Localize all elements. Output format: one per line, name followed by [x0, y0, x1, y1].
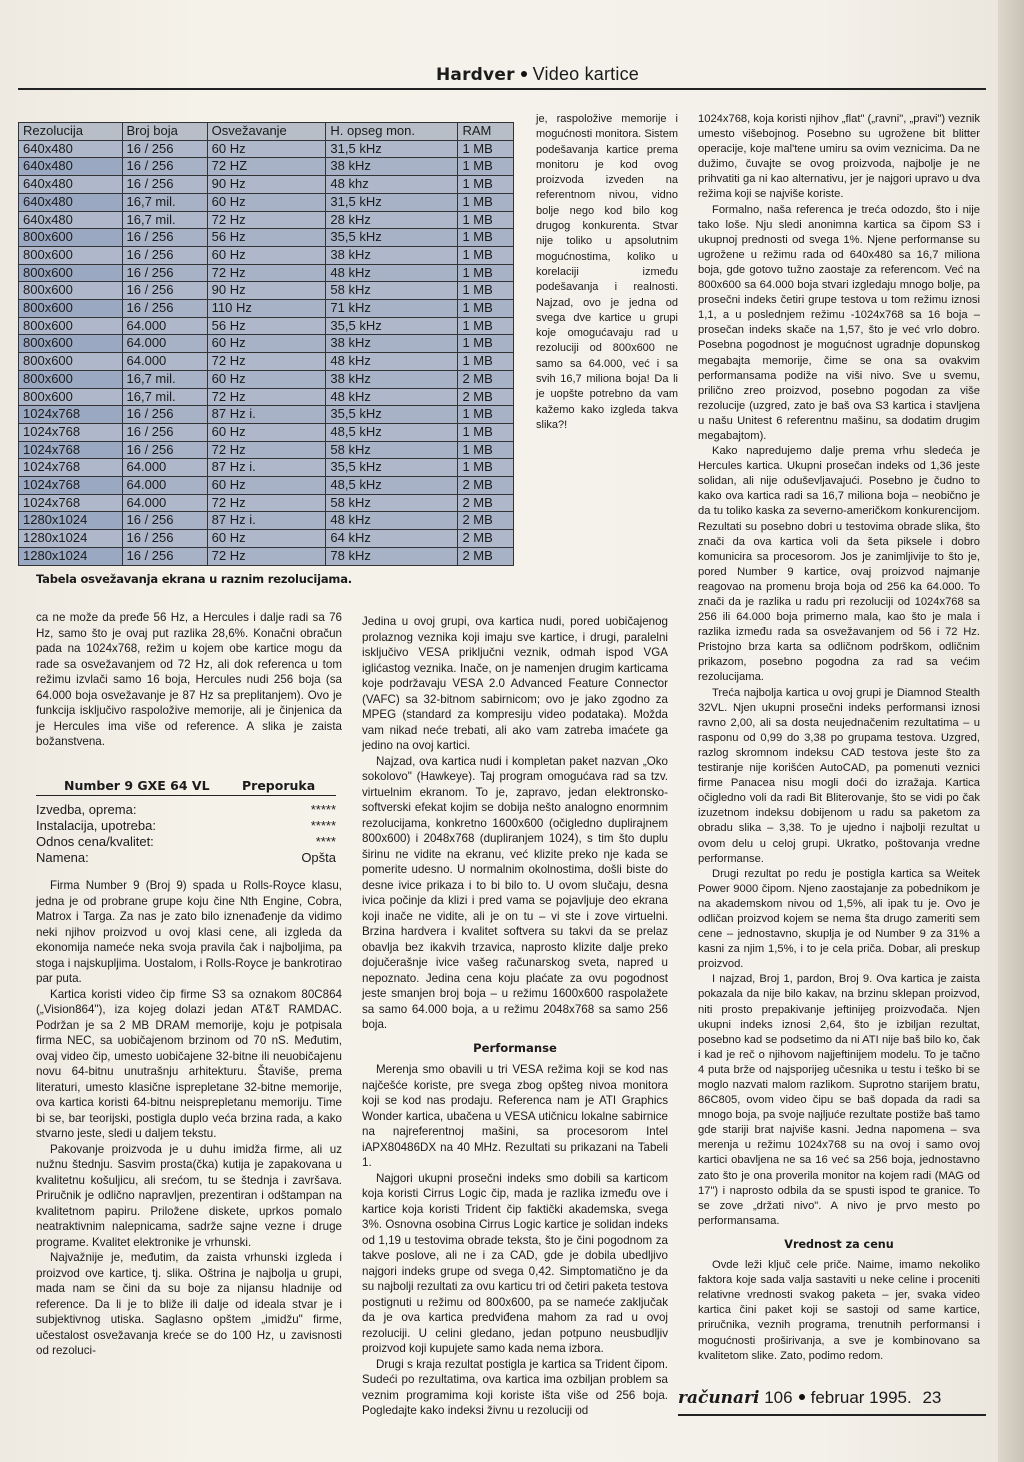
rating-label: Izvedba, oprema:	[36, 802, 137, 817]
table-cell: 800x600	[19, 246, 123, 264]
table-cell: 640x480	[19, 176, 123, 194]
table-cell: 2 MB	[458, 388, 514, 406]
table-cell: 1 MB	[458, 140, 514, 158]
column-header: Osvežavanje	[207, 123, 326, 141]
table-cell: 60 Hz	[207, 246, 326, 264]
table-cell: 640x480	[19, 140, 123, 158]
table-cell: 16 / 256	[122, 300, 207, 318]
paragraph: Najgori ukupni prosečni indeks smo dobili sa karticom koja koristi Cirrus Logic čip, mada je razlika između ove i kartice koja koristi Trident čip faktički akademska, svega 3%. Osnovna osobina Cirrus Logic kartice je solidan indeks od 1,19 u testovima obrade teksta, što je čini pogodnom za takve poslove, ali ne i za CAD, gde je dobila ubedljivo najgori indeks grupe od svega 0,42. Simptomatično je da su najbolji rezultati za ovu karticu tri od četiri paketa testova postignuti u režimu od 800x600, pa se nameće zaključak da je ova kartica predviđena mahom za rad u ovoj rezoluciji. U celini gledano, jedan potpuno neusbudljiv proizvod koji kupujete samo kada nema izbora.	[362, 1171, 668, 1355]
table-cell: 1024x768	[19, 477, 123, 495]
table-cell: 1 MB	[458, 193, 514, 211]
table-cell: 2 MB	[458, 530, 514, 548]
table-cell: 16 / 256	[122, 512, 207, 530]
rating-value: *****	[310, 802, 336, 817]
table-cell: 56 Hz	[207, 317, 326, 335]
table-cell: 16,7 mil.	[122, 211, 207, 229]
table-caption: Tabela osvežavanja ekrana u raznim rezolucijama.	[36, 572, 352, 586]
table-row	[19, 211, 514, 229]
table-cell: 60 Hz	[207, 530, 326, 548]
paragraph: Kako napredujemo dalje prema vrhu sledeća je Hercules kartica. Ukupni prosečan indeks od 1,36 jeste solidan, ali nije oduševljavajući. Posebno je čudno to kako ova kartica radi sa 16,7 miliona boja – neobično je da tu toliko kaska za severno-američkom konkurencijom. Rezultati su posebno dobri u testovima obrade slika, što znači da ova kartica voli da šeta piksele i dobro komunicira sa procesorom. Jos je zanimljivije to što je, pored Number 9 kartice, ovaj proizvod najmanje reagovao na promenu broja boja od 256 ka 64.000. To znači da je razlika u radu pri rezoluciji od 1024x768 sa 256 ili 64.000 boja primerno mala, kao što je mala i razlika između rada sa osvežavanjem od 56 i 72 Hz. Pristojno brza karta sa odličnom podrškom, odličnim prikazom, posebno pogodna za rad sa većim rezolucijama.	[698, 445, 980, 684]
table-cell: 16 / 256	[122, 229, 207, 247]
table-row	[19, 530, 514, 548]
table-cell: 1 MB	[458, 406, 514, 424]
table-cell: 64.000	[122, 317, 207, 335]
table-cell: 1 MB	[458, 441, 514, 459]
table-cell: 800x600	[19, 335, 123, 353]
table-cell: 35,5 kHz	[326, 459, 458, 477]
table-cell: 16,7 mil.	[122, 370, 207, 388]
table-cell: 16 / 256	[122, 423, 207, 441]
table-cell: 35,5 kHz	[326, 406, 458, 424]
running-head	[436, 64, 639, 85]
table-cell: 110 Hz	[207, 300, 326, 318]
table-cell: 800x600	[19, 353, 123, 371]
table-row	[19, 459, 514, 477]
header-rule	[18, 88, 986, 90]
table-cell: 87 Hz i.	[207, 406, 326, 424]
table-cell: 90 Hz	[207, 282, 326, 300]
column-header: Rezolucija	[19, 123, 123, 141]
table-cell: 31,5 kHz	[326, 140, 458, 158]
table-row	[19, 370, 514, 388]
table-row	[19, 176, 514, 194]
table-row	[19, 264, 514, 282]
paragraph: Formalno, naša referenca je treća odozdo, što i nije tako loše. Nju sledi anonimna kartica sa čipom S3 i ukupnoj prednosti od svega 1%. Njene performanse su ugrožene u režimu rada od 640x480 sa 16,7 miliona boja, gde gotovo tužno zaostaje za referencom. Već na 800x600 sa 64.000 boja stvari izgledaju mnogo bolje, pa prosečni indeks četiri grupe testova u tom režimu iznosi 1,1, a u poslednjem režimu -1024x768 sa 16 boja – prosečan indeks skače na 1,57, što je već vrlo dobro. Posebna pogodnost je mogućnost ugradnje dopunskog megabajta memorije, čime se ona sa ovakvim performansama podiže na viši nivo. Sve u svemu, prilično zreo proizvod, posebno pogodan za više rezolucije (uzgred, zato je baš ova S3 kartica i stavljena u našu Unitest 6 referentnu mašinu, sa dodatim drugim megabajtom).	[698, 203, 980, 442]
table-cell: 64.000	[122, 353, 207, 371]
table-cell: 1 MB	[458, 300, 514, 318]
table-cell: 72 Hz	[207, 388, 326, 406]
table-cell: 48,5 kHz	[326, 423, 458, 441]
table-cell: 2 MB	[458, 477, 514, 495]
table-cell: 48 kHz	[326, 353, 458, 371]
table-cell: 2 MB	[458, 547, 514, 565]
table-cell: 48 kHz	[326, 388, 458, 406]
table-row	[19, 353, 514, 371]
table-cell: 16 / 256	[122, 176, 207, 194]
table-row	[19, 441, 514, 459]
col2-body	[362, 614, 668, 1419]
table-row	[19, 423, 514, 441]
paragraph: Pakovanje proizvoda je u duhu imidža firme, ali uz nužnu štednju. Sasvim prosta(čka) kutija je zapakovana u kvalitetnu košuljicu, ali srećom, tu se štednja i završava. Priručnik je odlično napravljen, prezentiran i odštampan na kvalitetnom papiru. Priložene diskete, uprkos pomalo neatraktivnim nalepnicama, sadrže sajne vezne i druge programe. Kvalitet elektronike je vrhunski.	[36, 1142, 342, 1249]
table-cell: 16 / 256	[122, 530, 207, 548]
table-cell: 60 Hz	[207, 140, 326, 158]
table-cell: 58 kHz	[326, 441, 458, 459]
table-cell: 56 Hz	[207, 229, 326, 247]
table-cell: 48 kHz	[326, 264, 458, 282]
table-cell: 16 / 256	[122, 282, 207, 300]
table-cell: 72 Hz	[207, 264, 326, 282]
table-cell: 800x600	[19, 370, 123, 388]
table-row	[19, 547, 514, 565]
table-cell: 60 Hz	[207, 193, 326, 211]
col2-top-narrow	[536, 112, 678, 433]
table-cell: 16,7 mil.	[122, 193, 207, 211]
table-cell: 16 / 256	[122, 441, 207, 459]
paragraph: Kartica koristi video čip firme S3 sa oznakom 80C864 („Vision864"), iza kojeg dolazi jedan AT&T RAMDAC. Podržan je sa 2 MB DRAM memorije, koju je potpisala firma NEC, sa uobičajenom brzinom od 70 nS. Međutim, ovaj video čip, umesto uobičajene 32-bitne ili neuobičajenu novu 64-bitnu unutrašnju arhitekturu. Štaviše, prema literaturi, umesto klasične isprepletane 32-bitne memorije, ova kartica koristi 64-bitnu neisprepletanu memoriju. Time bi se, bar teorijski, postigla duplo veća brzina rada, a kako stvarno jeste, sledi u daljem tekstu.	[36, 987, 342, 1140]
page-number: 23	[922, 1388, 942, 1407]
table-row	[19, 406, 514, 424]
page-footer	[678, 1388, 941, 1408]
table-cell: 800x600	[19, 300, 123, 318]
rating-label: Odnos cena/kvalitet:	[36, 834, 154, 849]
table-cell: 2 MB	[458, 370, 514, 388]
paragraph: Firma Number 9 (Broj 9) spada u Rolls-Royce klasu, jedna je od probrane grupe koju čine Nth Engine, Cobra, Matrox i Targa. Za nas je zato bilo iznenađenje da vidimo neki njihov proizvod u ovoj klasi cene, ali izgleda da ekonomija nameće neka svoja pravila čak i najboljima, pa stoga i najskupljima. Uostalom, i Rolls-Royce je bankrotirao par puta.	[36, 879, 342, 985]
table-cell: 60 Hz	[207, 335, 326, 353]
table-cell: 640x480	[19, 193, 123, 211]
table-row	[19, 494, 514, 512]
table-cell: 60 Hz	[207, 477, 326, 495]
table-header-row	[19, 123, 514, 141]
product-name: Number 9 GXE 64 VL	[64, 778, 210, 793]
page-edge	[998, 0, 1024, 1462]
recommendation-badge: Preporuka	[242, 778, 316, 793]
paragraph: Merenja smo obavili u tri VESA režima koji se kod nas najčešće koriste, pre svega zbog opšteg nivoa monitora koji se kod nas prodaju. Referenca nam je ATI Graphics Wonder kartica, ubačena u VESA utičnicu lokalne sabirnice na najreferentnoj mašini, sa procesorom Intel iAPX80486DX na 40 MHz. Rezultati su prikazani na Tabeli 1.	[362, 1063, 668, 1169]
table-cell: 72 Hz	[207, 353, 326, 371]
table-cell: 87 Hz i.	[207, 459, 326, 477]
rating-label: Namena:	[36, 850, 89, 865]
footer-rule	[678, 1414, 986, 1416]
issue-date: februar 1995.	[810, 1388, 912, 1407]
column-header: H. opseg mon.	[326, 123, 458, 141]
table-row	[19, 317, 514, 335]
table-cell: 78 kHz	[326, 547, 458, 565]
rating-row	[36, 818, 336, 834]
table-cell: 64.000	[122, 459, 207, 477]
refresh-rate-table	[18, 122, 514, 566]
paragraph: Drugi rezultat po redu je postigla kartica sa Weitek Power 9000 čipom. Njeno zaostajanje za pobednikom je na akademskom nivou od 1,5%, ali ipak tu je. Ovo je odličan proizvod kojem se nema šta drugo zameriti sem cene – jednostavno, skuplja je od Number 9 za 31% a kasni za njim 1,5%, i to je cela priča. Dobar, ali preskup proizvod.	[698, 867, 980, 971]
table-cell: 800x600	[19, 264, 123, 282]
table-cell: 58 kHz	[326, 282, 458, 300]
paragraph: 1024x768, koja koristi njihov „flat" („ravni", „pravi") veznik umesto višebojnog. Posebno su ugrožene bit blitter operacije, koje mal'tene umiru sa ovim veznicima. Da ne dužimo, čuvajte se ovog proizvoda, najbolje je ne prihvatiti ga ni kao alternativu, jer je najgori upravo u dva režima koji se najviše koriste.	[698, 113, 980, 201]
table-cell: 72 Hz	[207, 211, 326, 229]
rating-row	[36, 850, 336, 866]
table-cell: 16 / 256	[122, 158, 207, 176]
table-cell: 800x600	[19, 388, 123, 406]
table-cell: 2 MB	[458, 512, 514, 530]
bullet-icon	[521, 71, 527, 77]
col1-intro	[36, 610, 342, 750]
paragraph: Najzad, ova kartica nudi i kompletan paket nazvan „Oko sokolovo" (Hawkeye). Taj program omogućava rad sa tzv. virtuelnim ekranom. To je, zapravo, jedan elektronsko-softverski efekat kojim se dobija nešto analogno enormnim rezolucijama, konkretno 1600x600 (očigledno duplirajnem 800x600) i 2048x768 (dupliranjem 1024), s tim što duplu širinu ne vidite na ekranu, već klizite preko nje kada se pomerite udesno. U normalnim okolnostima, došli biste do desne ivice prikaza i to bi bilo to. U ovom slučaju, desna ivica počinje da klizi i pred vama se pojavljuje deo ekrana koji inače ne vidite, ali je on tu – vi ste i zove virtuelni. Brzina hardvera i kvalitet softvera su takvi da se prelaz obavlja bez ikakvih trzavica, naprosto klizite dalje preko dojučerašnje ivice vašeg računarskog sveta, napred u nepoznato. Jedina cena koju plaćate za ovu pogodnost jeste smanjen broj boja – u režimu 1600x600 raspolažete sa samo 64.000 boja, a u režimu 2048x768 sa samo 256 boja.	[362, 754, 668, 1031]
table-cell: 1 MB	[458, 264, 514, 282]
table-cell: 800x600	[19, 229, 123, 247]
table-body	[19, 140, 514, 565]
paragraph: Najvažnije je, međutim, da zaista vrhunski izgleda i proizvod ove kartice, tj. slika. Oštrina je najbolja u grupi, mada nam se čini da su boje za nijansu hladnije od reference. Da li je to bliže ili dalje od ideala stvar je i subjektivnog utiska. Saglasno opštem „imidžu" firme, učestalost osvežavanja kreće se do 100 Hz, u zavisnosti od rezoluci-	[36, 1251, 342, 1357]
table-row	[19, 229, 514, 247]
table-cell: 35,5 kHz	[326, 229, 458, 247]
table-row	[19, 158, 514, 176]
table-cell: 640x480	[19, 158, 123, 176]
table-cell: 64 kHz	[326, 530, 458, 548]
table-cell: 1 MB	[458, 459, 514, 477]
table-cell: 1024x768	[19, 423, 123, 441]
table-cell: 16 / 256	[122, 264, 207, 282]
table-cell: 1 MB	[458, 211, 514, 229]
table-row	[19, 300, 514, 318]
table-row	[19, 335, 514, 353]
table-row	[19, 140, 514, 158]
paragraph: ca ne može da pređe 56 Hz, a Hercules i dalje radi sa 76 Hz, samo što je ovaj put razlika 28,6%. Konačni obračun pada na 1024x768, režim u kojem obe kartice mogu da rade sa osvežavanjem od 72 Hz, ali dok referenca u tom režimu izvlači samo 16 boja, Hercules nudi 256 boja (sa 64.000 boja osvežavanje je 87 Hz sa preplitanjem). Ovo je funkcija isključivo raspoložive memorije, ali je činjenica da je Hercules ima više od reference. A slika je zaista božanstvena.	[36, 611, 342, 748]
table-cell: 16 / 256	[122, 406, 207, 424]
rating-value: Opšta	[301, 850, 336, 865]
table-cell: 71 kHz	[326, 300, 458, 318]
table-cell: 16,7 mil.	[122, 388, 207, 406]
table-row	[19, 246, 514, 264]
table-cell: 1024x768	[19, 406, 123, 424]
table-row	[19, 388, 514, 406]
table-cell: 38 kHz	[326, 158, 458, 176]
table-row	[19, 477, 514, 495]
table-cell: 28 kHz	[326, 211, 458, 229]
table-cell: 1280x1024	[19, 547, 123, 565]
table-cell: 1024x768	[19, 494, 123, 512]
table-cell: 64.000	[122, 477, 207, 495]
table-cell: 1 MB	[458, 176, 514, 194]
table-cell: 72 Hz	[207, 547, 326, 565]
issue-number: 106	[764, 1388, 793, 1407]
table-cell: 72 Hz	[207, 441, 326, 459]
table-cell: 1280x1024	[19, 530, 123, 548]
table-cell: 16 / 256	[122, 140, 207, 158]
paragraph: Drugi s kraja rezultat postigla je kartica sa Trident čipom. Sudeći po rezultatima, ova kartica ima ozbiljan problem sa veznim programima koji koriste išta više od 256 boja. Pogledajte kako indeksi živnu u rezoluciji od	[362, 1357, 668, 1417]
table-cell: 64.000	[122, 494, 207, 512]
table-cell: 800x600	[19, 282, 123, 300]
table-cell: 64.000	[122, 335, 207, 353]
table-cell: 1 MB	[458, 353, 514, 371]
table-cell: 60 Hz	[207, 370, 326, 388]
table-cell: 16 / 256	[122, 547, 207, 565]
table-cell: 48 khz	[326, 176, 458, 194]
paragraph: Jedina u ovoj grupi, ova kartica nudi, pored uobičajenog prolaznog veznika koji imaju sve kartice, i drugi, paralelni isključivo VESA priključni veznik, odmah ispod VGA iglićastog veznika. Inače, on je namenjen drugim karticama koje podržavaju VESA 2.0 Advanced Feature Connector (VAFC) sa 32-bitnom sabirnicom; ovo je jako zgodno za MPEG (standard za kompresiju video podataka). Možda vam nikad neće trebati, ali ako vam zatreba imaćete ga jedino na ovoj kartici.	[362, 615, 668, 752]
col3-body	[698, 112, 980, 1364]
paragraph: je, raspoložive memorije i mogućnosti monitora. Sistem podešavanja kartice prema monitoru je kod ovog proizvoda izveden na referentnom nivou, vidno bolje nego kod bilo kog drugog konkurenta. Stvar nije toliko u apsolutnim mogućnostima, koliko u korelaciji između podešavanja i realnosti. Najzad, ovo je jedna od svega dve kartice u grupi koje omogućavaju rad u rezoluciji od 800x600 ne samo sa 64.000, već i sa svih 16,7 miliona boja! Da li je uopšte potrebno da vam kažemo kako izgleda takva slika?!	[536, 113, 678, 431]
table-cell: 87 Hz i.	[207, 512, 326, 530]
table-cell: 35,5 kHz	[326, 317, 458, 335]
table-cell: 1024x768	[19, 459, 123, 477]
table-cell: 1 MB	[458, 335, 514, 353]
column-header: Broj boja	[122, 123, 207, 141]
table-cell: 1 MB	[458, 282, 514, 300]
table-cell: 72 Hz	[207, 494, 326, 512]
table-row	[19, 512, 514, 530]
table-cell: 58 kHz	[326, 494, 458, 512]
topic-title: Video kartice	[532, 64, 639, 84]
table-cell: 1 MB	[458, 423, 514, 441]
table-cell: 38 kHz	[326, 335, 458, 353]
rating-label: Instalacija, upotreba:	[36, 818, 156, 833]
rating-row	[36, 802, 336, 818]
table-row	[19, 282, 514, 300]
subhead-performance: Performanse	[473, 1040, 557, 1055]
table-cell: 1 MB	[458, 317, 514, 335]
column-header: RAM	[458, 123, 514, 141]
subhead-value: Vrednost za cenu	[784, 1237, 894, 1251]
table-cell: 48 kHz	[326, 512, 458, 530]
table-cell: 1280x1024	[19, 512, 123, 530]
table-cell: 1024x768	[19, 441, 123, 459]
table-cell: 31,5 kHz	[326, 193, 458, 211]
table-cell: 1 MB	[458, 246, 514, 264]
magazine-logo: računari	[678, 1388, 760, 1408]
col1-body	[36, 878, 342, 1359]
bullet-icon	[799, 1394, 805, 1400]
table-cell: 38 kHz	[326, 370, 458, 388]
paragraph: Treća najbolja kartica u ovoj grupi je Diamnod Stealth 32VL. Njen ukupni prosečni indeks performansi iznosi ravno 2,00, ali sa dosta neujednačenim rezultatima – u rasponu od 0,99 do 3,38 po grupama testova. Uzgred, razlog skromnom indeksu CAD testova jeste što za testiranje nije korišćen AutoCAD, pa pomenuti veznici firme Panacea nisu mogli doći do izražaja. Kartica očigledno voli da radi Bit Bliterovanje, što se vidi po čak izuzetnom indeksu dobijenom u radu sa paketom za obradu slika – 3,38. To je ujedno i najbolji rezultat u ovom delu u celoj grupi. Ukratko, poštovanja vredne performanse.	[698, 686, 980, 865]
table-cell: 90 Hz	[207, 176, 326, 194]
rating-rule	[36, 795, 336, 796]
table-cell: 640x480	[19, 211, 123, 229]
section-title: Hardver	[436, 65, 515, 85]
table-row	[19, 193, 514, 211]
table-cell: 72 HZ	[207, 158, 326, 176]
table-cell: 60 Hz	[207, 423, 326, 441]
paragraph: I najzad, Broj 1, pardon, Broj 9. Ova kartica je zaista pokazala da nije bilo kakav, na brzinu sklepan proizvod, niti prosto prepakivanje jeftinijeg proizvođača. Njen ukupni indeks iznosi 2,64, što je izbiljan rezultat, posebno kad se podsetimo da ni ATI nije baš bilo ko, čak i kad je reč o njihovom najjeftinijem modelu. To je tačno 4 puta brže od najsporijeg učesnika u testu i teško bi se moglo nazvati malom razlikom. Suprotno starijem bratu, 86C805, ovom video čipu se baš dopada da radi sa mnogo boja, pa svoje najljuće rezultate postiže baš tamo gde stariji brat najviše kasni. Jedna napomena – sva merenja u režimu 1024x768 su na ovoj i samo ovoj kartici obavljena ne sa 16 već sa 256 boja, jednostavno zato što je ona proverila monitor na kojem radi (MAG od 17") i naprosto odbila da se spusti ispod te granice. To se zove „držati nivo". A nivo je prvo mesto po performansama.	[698, 973, 980, 1227]
rating-row	[36, 834, 336, 850]
paragraph: Ovde leži ključ cele priče. Naime, imamo nekoliko faktora koje sada valja sastaviti u neke celine i proceniti relativne vrednosti svakog paketa – jer, svaka video kartica čini paket koji se sastoji od same kartice, priručnika, veznih programa, trenutnih performansi i mogućnosti proširivanja, a sve je kombinovano sa kvalitetom slike. Zato, podimo redom.	[698, 1259, 980, 1362]
table-cell: 38 kHz	[326, 246, 458, 264]
table-cell: 1 MB	[458, 158, 514, 176]
table-cell: 2 MB	[458, 494, 514, 512]
table-cell: 48,5 kHz	[326, 477, 458, 495]
table-cell: 800x600	[19, 317, 123, 335]
rating-value: *****	[310, 818, 336, 833]
rating-value: ****	[315, 834, 336, 849]
table-cell: 16 / 256	[122, 246, 207, 264]
table-cell: 1 MB	[458, 229, 514, 247]
